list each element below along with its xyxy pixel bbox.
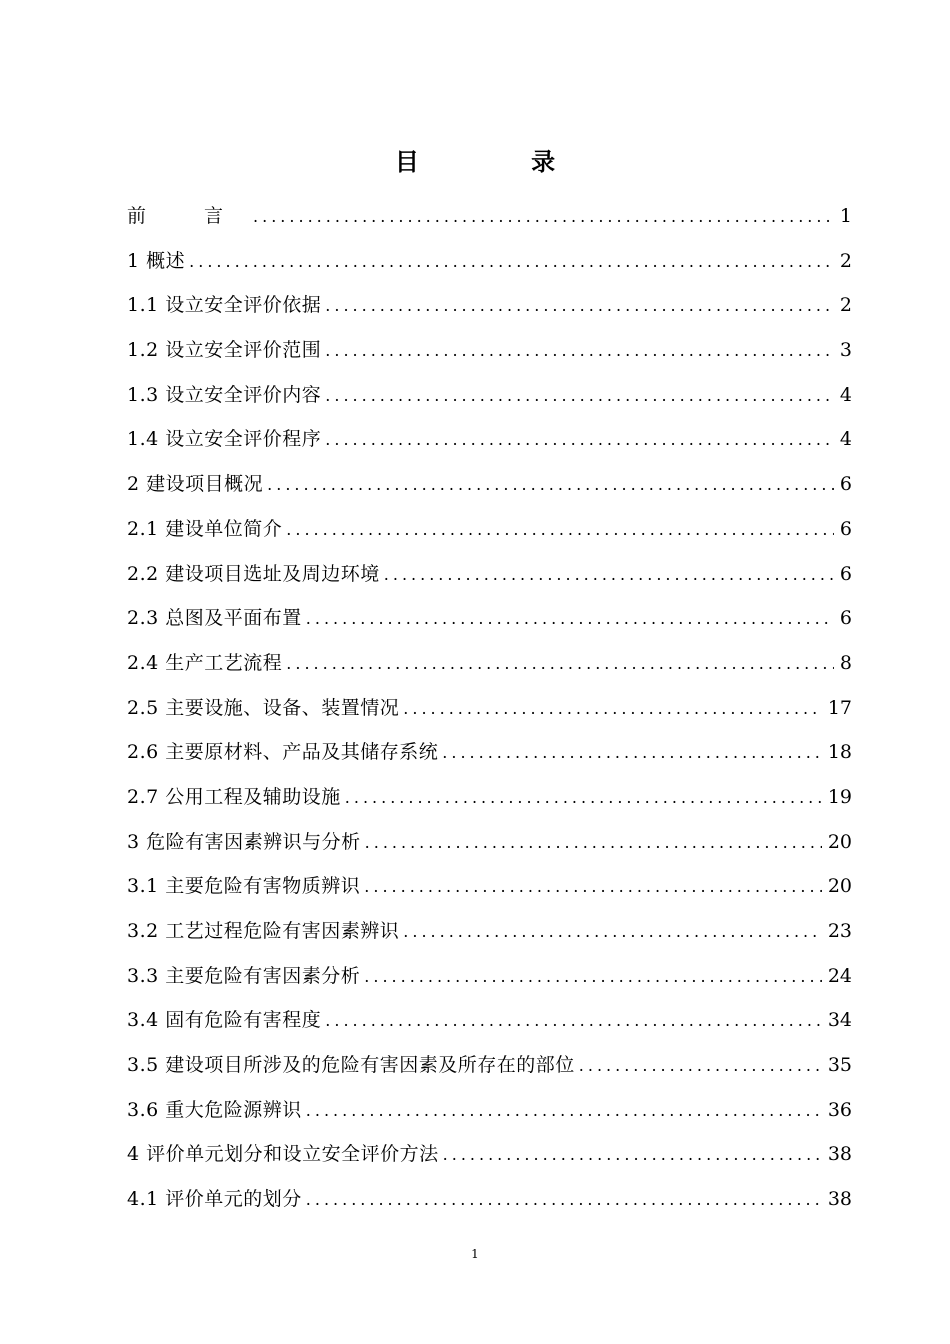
dot-leader xyxy=(286,508,834,553)
toc-entry-label: 2.6 主要原材料、产品及其储存系统 xyxy=(127,741,439,764)
toc-entry[interactable] xyxy=(127,775,852,820)
toc-entry[interactable] xyxy=(127,1088,852,1133)
toc-entry[interactable] xyxy=(127,328,852,373)
toc-entry-page: 18 xyxy=(827,741,852,764)
dot-leader xyxy=(364,955,822,1000)
toc-entry-page: 24 xyxy=(827,964,852,987)
toc-entry[interactable] xyxy=(127,909,852,954)
toc-entry-label: 2.7 公用工程及辅助设施 xyxy=(127,785,341,808)
toc-entry-page: 8 xyxy=(839,651,852,674)
toc-entry-label: 1.3 设立安全评价内容 xyxy=(127,383,322,406)
toc-entry-page: 6 xyxy=(839,607,852,630)
toc-entry[interactable] xyxy=(127,1132,852,1177)
table-of-contents xyxy=(127,194,852,1222)
toc-entry-label: 3 危险有害因素辨识与分析 xyxy=(127,830,361,853)
toc-entry[interactable] xyxy=(127,596,852,641)
toc-entry-page: 3 xyxy=(839,339,852,362)
toc-entry[interactable] xyxy=(127,507,852,552)
toc-entry-page: 4 xyxy=(839,383,852,406)
toc-entry-label: 4 评价单元划分和设立安全评价方法 xyxy=(127,1143,439,1166)
toc-entry[interactable] xyxy=(127,417,852,462)
toc-entry-page: 23 xyxy=(827,920,852,942)
toc-entry-label: 1.4 设立安全评价程序 xyxy=(127,428,322,451)
toc-entry-label: 3.1 主要危险有害物质辨识 xyxy=(127,875,361,898)
dot-leader xyxy=(443,1133,822,1178)
dot-leader xyxy=(364,865,822,910)
toc-entry[interactable] xyxy=(127,998,852,1043)
toc-entry-label: 2.4 生产工艺流程 xyxy=(127,651,283,674)
dot-leader xyxy=(579,1044,822,1089)
dot-leader xyxy=(403,910,822,955)
dot-leader xyxy=(253,195,834,240)
toc-entry[interactable] xyxy=(127,641,852,686)
toc-entry-label: 1 概述 xyxy=(127,249,186,272)
toc-entry-label: 3.2 工艺过程危险有害因素辨识 xyxy=(127,920,400,942)
toc-entry[interactable] xyxy=(127,1177,852,1222)
dot-leader xyxy=(286,642,834,687)
dot-leader xyxy=(325,329,834,374)
toc-entry[interactable] xyxy=(127,194,852,239)
toc-entry-page: 17 xyxy=(827,696,852,719)
toc-entry-page: 4 xyxy=(839,428,852,451)
toc-entry-label: 前 言 xyxy=(127,205,250,227)
toc-entry-page: 1 xyxy=(839,205,852,227)
toc-entry[interactable] xyxy=(127,552,852,597)
toc-entry-page: 20 xyxy=(827,875,852,898)
toc-entry-label: 2.3 总图及平面布置 xyxy=(127,607,302,630)
toc-entry-label: 3.6 重大危险源辨识 xyxy=(127,1098,302,1121)
toc-entry-page: 35 xyxy=(827,1054,852,1077)
dot-leader xyxy=(189,240,834,285)
dot-leader xyxy=(384,553,834,598)
toc-entry[interactable] xyxy=(127,686,852,731)
toc-entry-page: 19 xyxy=(827,785,852,808)
toc-entry-page: 38 xyxy=(827,1143,852,1166)
dot-leader xyxy=(325,374,834,419)
toc-entry[interactable] xyxy=(127,820,852,865)
toc-entry-label: 1.1 设立安全评价依据 xyxy=(127,294,322,317)
toc-entry-page: 2 xyxy=(839,294,852,317)
toc-entry-page: 38 xyxy=(827,1188,852,1211)
toc-entry-label: 2.5 主要设施、设备、装置情况 xyxy=(127,696,400,719)
dot-leader xyxy=(365,821,822,866)
toc-entry-label: 2.2 建设项目选址及周边环境 xyxy=(127,562,380,585)
toc-entry-label: 3.3 主要危险有害因素分析 xyxy=(127,964,361,987)
toc-entry-page: 6 xyxy=(839,473,852,496)
toc-entry-label: 4.1 评价单元的划分 xyxy=(127,1188,302,1211)
dot-leader xyxy=(267,463,834,508)
toc-entry[interactable] xyxy=(127,462,852,507)
toc-entry-page: 2 xyxy=(839,249,852,272)
dot-leader xyxy=(325,999,822,1044)
dot-leader xyxy=(306,597,834,642)
dot-leader xyxy=(306,1178,822,1223)
dot-leader xyxy=(345,776,822,821)
toc-title: 目 录 xyxy=(394,147,608,176)
toc-entry-page: 6 xyxy=(839,517,852,540)
toc-entry-page: 36 xyxy=(827,1098,852,1121)
toc-entry-label: 3.4 固有危险有害程度 xyxy=(127,1009,322,1032)
dot-leader xyxy=(442,731,822,776)
toc-entry-page: 34 xyxy=(827,1009,852,1032)
dot-leader xyxy=(403,687,822,732)
dot-leader xyxy=(306,1089,822,1134)
toc-entry[interactable] xyxy=(127,283,852,328)
toc-entry-label: 2 建设项目概况 xyxy=(127,473,264,496)
toc-entry[interactable] xyxy=(127,730,852,775)
toc-entry[interactable] xyxy=(127,239,852,284)
toc-entry-label: 3.5 建设项目所涉及的危险有害因素及所存在的部位 xyxy=(127,1054,575,1077)
toc-entry[interactable] xyxy=(127,864,852,909)
toc-entry-label: 2.1 建设单位简介 xyxy=(127,517,283,540)
toc-entry-page: 20 xyxy=(827,830,852,853)
toc-entry-page: 6 xyxy=(839,562,852,585)
toc-entry[interactable] xyxy=(127,373,852,418)
page-number: 1 xyxy=(471,1247,479,1261)
dot-leader xyxy=(325,284,834,329)
toc-entry[interactable] xyxy=(127,954,852,999)
toc-entry-label: 1.2 设立安全评价范围 xyxy=(127,339,322,362)
toc-entry[interactable] xyxy=(127,1043,852,1088)
dot-leader xyxy=(325,418,834,463)
